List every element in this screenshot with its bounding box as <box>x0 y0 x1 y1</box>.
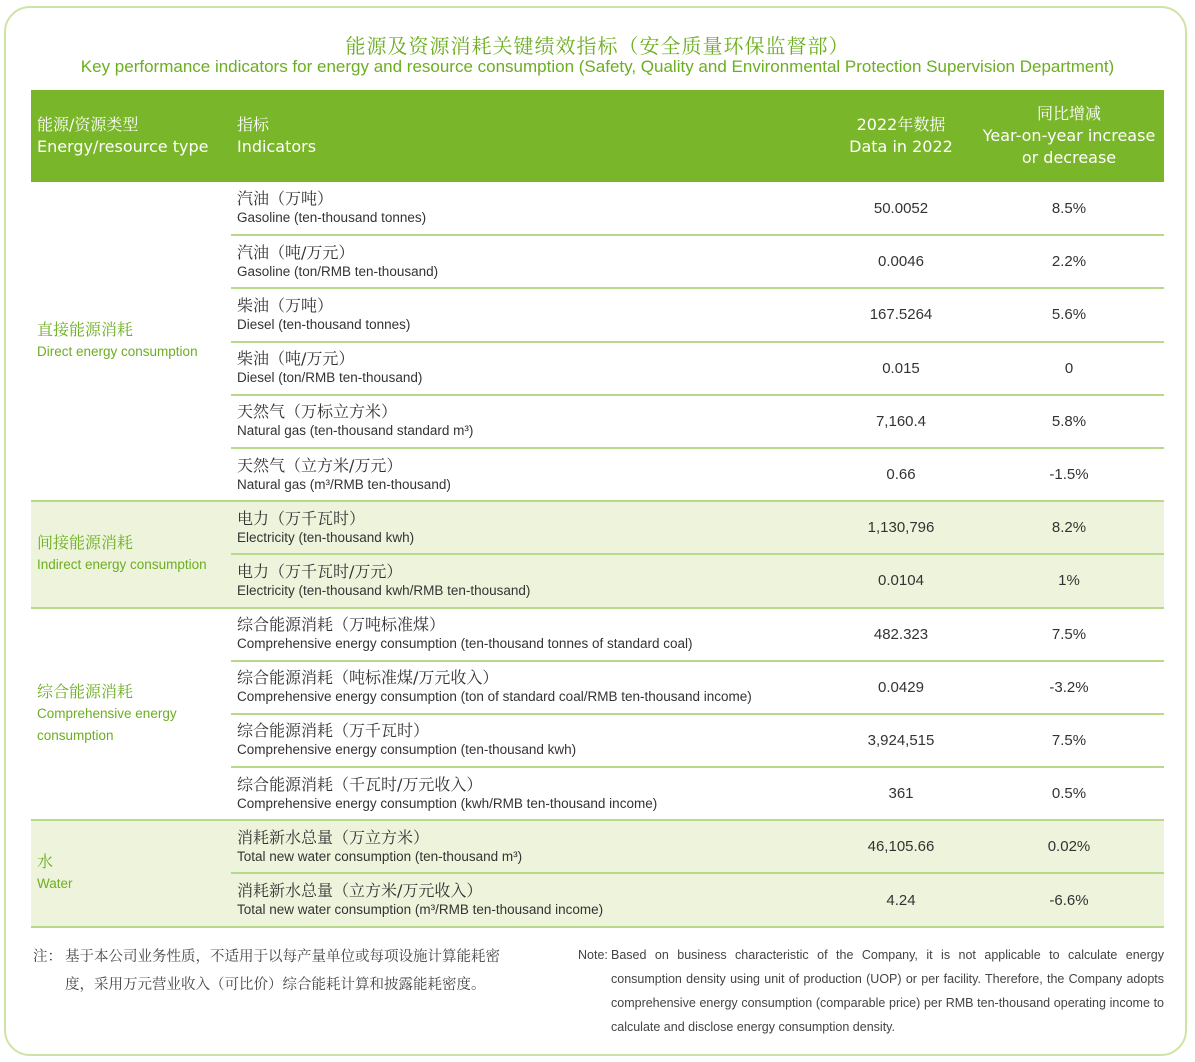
indicator-cell <box>231 820 828 873</box>
indicator-cn: 天然气（万标立方米） <box>237 402 398 422</box>
indicator-cell <box>231 448 828 501</box>
group-comprehensive-energy <box>31 608 1164 821</box>
indicator-cell <box>231 554 828 607</box>
table-row <box>31 820 1164 873</box>
yoy-cell: -1.5% <box>1049 466 1089 484</box>
yoy-cell: 7.5% <box>974 608 1164 661</box>
category-cn: 水 <box>37 852 54 872</box>
kpi-table <box>31 90 1164 928</box>
indicator-cell <box>231 288 828 341</box>
indicator-en: Comprehensive energy consumption (ten-thousand tonnes of standard coal) <box>237 636 693 652</box>
value-cell: 50.0052 <box>828 182 974 235</box>
yoy-cell: 2.2% <box>974 235 1164 288</box>
table-header-row <box>31 90 1164 182</box>
category-cn: 综合能源消耗 <box>37 681 134 701</box>
page-title-cn: 能源及资源消耗关键绩效指标（安全质量环保监督部） <box>345 34 850 58</box>
header-ind-en: Indicators <box>237 137 317 156</box>
page-title-en: Key performance indicators for energy and resource consumption (Safety, Quality and Environmental Protection Supervision Department) <box>80 57 1115 76</box>
group-indirect-energy <box>31 501 1164 607</box>
value-cell: 0.0104 <box>828 554 974 607</box>
category-en: Indirect energy consumption <box>37 557 207 573</box>
indicator-cn: 消耗新水总量（万立方米） <box>237 827 430 847</box>
category-cn: 直接能源消耗 <box>37 320 134 340</box>
yoy-cell: 0.02% <box>974 820 1164 873</box>
value-cell: 0.0046 <box>828 235 974 288</box>
indicator-cell <box>231 395 828 448</box>
header-indicators <box>231 90 828 182</box>
header-ind-cn: 指标 <box>237 115 270 134</box>
note-english <box>578 943 1164 1039</box>
indicator-en: Gasoline (ton/RMB ten-thousand) <box>237 263 439 279</box>
note-en-label: Note: <box>578 948 608 962</box>
group-water <box>31 820 1164 926</box>
value-cell: 482.323 <box>828 608 974 661</box>
value-cell: 0.66 <box>886 466 916 484</box>
value-cell: 0.015 <box>828 342 974 395</box>
header-data-cn: 2022年数据 <box>856 115 946 134</box>
indicator-en: Diesel (ten-thousand tonnes) <box>237 316 411 332</box>
indicator-cell <box>231 767 828 820</box>
indicator-cell <box>231 608 828 661</box>
yoy-cell: 1% <box>974 554 1164 607</box>
value-cell: 7,160.4 <box>828 395 974 448</box>
indicator-en: Comprehensive energy consumption (ton of standard coal/RMB ten-thousand income) <box>237 689 752 705</box>
indicator-cell <box>231 182 828 235</box>
header-yoy <box>974 90 1164 182</box>
category-label <box>31 820 231 926</box>
header-yoy-en-2: or decrease <box>1021 148 1117 167</box>
category-en: Direct energy consumption <box>37 344 198 360</box>
value-cell: 46,105.66 <box>828 820 974 873</box>
table-row <box>31 501 1164 554</box>
yoy-cell: -3.2% <box>974 661 1164 714</box>
indicator-en: Natural gas (ten-thousand standard m³) <box>237 423 474 439</box>
note-cn-label: 注： <box>33 949 62 965</box>
header-data <box>828 90 974 182</box>
yoy-cell: -6.6% <box>974 873 1164 926</box>
note-chinese <box>33 943 523 999</box>
indicator-cell <box>231 342 828 395</box>
indicator-en: Total new water consumption (m³/RMB ten-thousand income) <box>237 902 604 918</box>
value-cell: 3,924,515 <box>828 714 974 767</box>
indicator-cn: 电力（万千瓦时） <box>237 508 366 528</box>
yoy-cell: 0 <box>974 342 1164 395</box>
indicator-cn: 综合能源消耗（万吨标准煤） <box>237 615 446 635</box>
table-row <box>31 608 1164 661</box>
yoy-cell: 5.8% <box>974 395 1164 448</box>
indicator-en: Electricity (ten-thousand kwh) <box>237 529 415 545</box>
category-cn: 间接能源消耗 <box>37 533 134 553</box>
note-en-body: Based on business characteristic of the Company, it is not applicable to calculate energy consumption density using unit of production (UOP) or per facility. Therefore, the Company adopts comprehensive energy consumption (comparable price) per RMB ten-thousand operating income to calculate and disclose energy consumption density. <box>611 948 1164 1034</box>
note-cn-body: 基于本公司业务性质，不适用于以每产量单位或每项设施计算能耗密度，采用万元营业收入（可比价）综合能耗计算和披露能耗密度。 <box>65 949 500 993</box>
indicator-cn: 汽油（吨/万元） <box>237 242 355 262</box>
header-data-en: Data in 2022 <box>849 137 953 156</box>
indicator-en: Natural gas (m³/RMB ten-thousand) <box>237 476 451 492</box>
category-label <box>31 608 231 821</box>
indicator-cn: 汽油（万吨） <box>237 189 334 209</box>
group-direct-energy <box>31 182 1164 501</box>
indicator-en: Total new water consumption (ten-thousand m³) <box>237 848 523 864</box>
category-label <box>31 501 231 607</box>
indicator-cn: 综合能源消耗（万千瓦时） <box>237 721 430 741</box>
indicator-en: Electricity (ten-thousand kwh/RMB ten-thousand) <box>237 582 531 598</box>
header-yoy-cn: 同比增减 <box>1036 104 1101 123</box>
category-en: Water <box>37 876 73 892</box>
value-cell: 167.5264 <box>828 288 974 341</box>
category-label <box>31 182 231 501</box>
category-en-1: Comprehensive energy <box>37 705 177 721</box>
indicator-cell <box>231 714 828 767</box>
indicator-cn: 综合能源消耗（千瓦时/万元收入） <box>237 774 483 794</box>
header-type-cn: 能源/资源类型 <box>37 115 139 134</box>
value-cell: 361 <box>888 785 914 803</box>
indicator-cn: 消耗新水总量（立方米/万元收入） <box>237 881 483 901</box>
indicator-cn: 天然气（立方米/万元） <box>237 455 403 475</box>
value-cell: 0.0429 <box>828 661 974 714</box>
indicator-en: Diesel (ton/RMB ten-thousand) <box>237 370 423 386</box>
indicator-cell <box>231 661 828 714</box>
indicator-cn: 柴油（万吨） <box>237 295 334 315</box>
yoy-cell: 8.2% <box>974 501 1164 554</box>
header-yoy-en-1: Year-on-year increase <box>982 126 1156 145</box>
indicator-cn: 电力（万千瓦时/万元） <box>237 561 403 581</box>
indicator-cell <box>231 501 828 554</box>
value-cell: 4.24 <box>828 873 974 926</box>
table-row <box>31 182 1164 235</box>
indicator-cn: 综合能源消耗（吨标准煤/万元收入） <box>237 668 499 688</box>
indicator-cell <box>231 235 828 288</box>
value-cell: 1,130,796 <box>828 501 974 554</box>
yoy-cell: 8.5% <box>974 182 1164 235</box>
indicator-en: Gasoline (ten-thousand tonnes) <box>237 210 427 226</box>
yoy-cell: 0.5% <box>1051 785 1087 803</box>
yoy-cell: 5.6% <box>974 288 1164 341</box>
header-type-en: Energy/resource type <box>37 137 209 156</box>
category-en-2: consumption <box>37 727 114 743</box>
indicator-cell <box>231 873 828 926</box>
header-type <box>31 90 231 182</box>
indicator-en: Comprehensive energy consumption (kwh/RMB ten-thousand income) <box>237 795 658 811</box>
yoy-cell: 7.5% <box>974 714 1164 767</box>
indicator-cn: 柴油（吨/万元） <box>237 349 355 369</box>
indicator-en: Comprehensive energy consumption (ten-thousand kwh) <box>237 742 577 758</box>
